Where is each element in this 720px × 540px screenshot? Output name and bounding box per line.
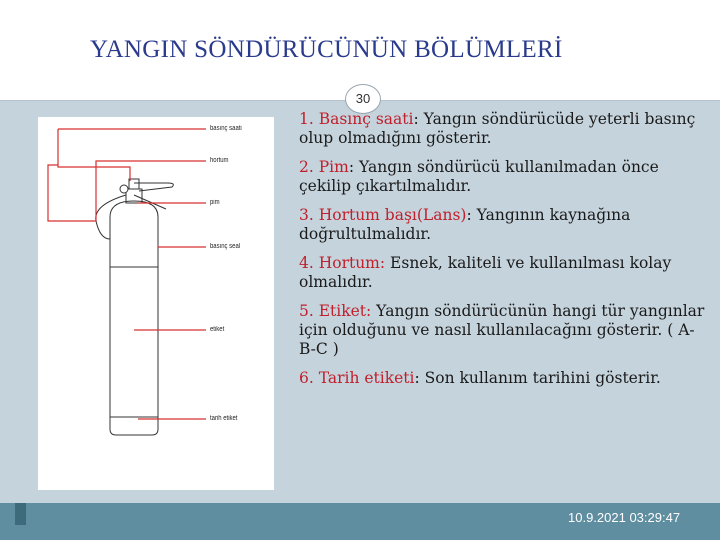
figure-label-hose: hortum (210, 157, 229, 164)
leader-gauge (58, 129, 130, 181)
item-label: 4. Hortum: (299, 254, 386, 272)
list-item: 6. Tarih etiketi: Son kullanım tarihini gösterir. (299, 369, 661, 387)
item-text: Esnek, kaliteli ve kullanılması kolay olmalıdır. (299, 254, 672, 291)
figure-label-gauge: basınç saati (210, 125, 242, 132)
list-item: 3. Hortum başı(Lans): Yangının kaynağına doğrultulmalıdır. (299, 206, 631, 243)
figure-label-date: tarih etiket (210, 415, 238, 422)
extinguisher-diagram (38, 117, 274, 490)
item-label: 2. Pim (299, 158, 349, 176)
slide-date: 10.9.2021 03:29:47 (568, 510, 681, 525)
figure-label-nozzle: basınç seal (210, 243, 241, 250)
item-text: Yangın söndürücünün hangi tür yangınlar için olduğunu ve nasıl kullanılacağını gösterir. ( A-B-C ) (299, 302, 705, 358)
list-item (299, 302, 709, 359)
footer-accent (15, 503, 26, 525)
item-label: 5. Etiket: (299, 302, 372, 320)
extinguisher-drawing (38, 117, 274, 490)
list-item (299, 254, 709, 292)
list-item: 1. Basınç saati: Yangın söndürücüde yeterli basınç olup olmadığını gösterir. (299, 110, 696, 147)
item-label: 1. Basınç saati (299, 110, 414, 128)
figure-label-pin: pim (210, 199, 220, 206)
list-item: 2. Pim: Yangın söndürücü kullanılmadan önce çekilip çıkartılmalıdır. (299, 158, 659, 195)
slide-number-badge: 30 (345, 84, 381, 114)
item-text: Yangının kaynağına doğrultulmalıdır. (299, 206, 631, 243)
item-label: 6. Tarih etiketi (299, 369, 415, 387)
leader-hose (96, 161, 206, 221)
slide-title: YANGIN SÖNDÜRÜCÜNÜN BÖLÜMLERİ (90, 36, 563, 63)
item-text: Yangın söndürücüde yeterli basınç olup olmadığını gösterir. (299, 110, 696, 147)
item-label: 3. Hortum başı(Lans) (299, 206, 467, 224)
item-text: Son kullanım tarihini gösterir. (424, 369, 661, 387)
parts-list (299, 110, 709, 398)
item-text: Yangın söndürücü kullanılmadan önce çekilip çıkartılmalıdır. (299, 158, 659, 195)
figure-label-tag: etiket (210, 326, 225, 333)
